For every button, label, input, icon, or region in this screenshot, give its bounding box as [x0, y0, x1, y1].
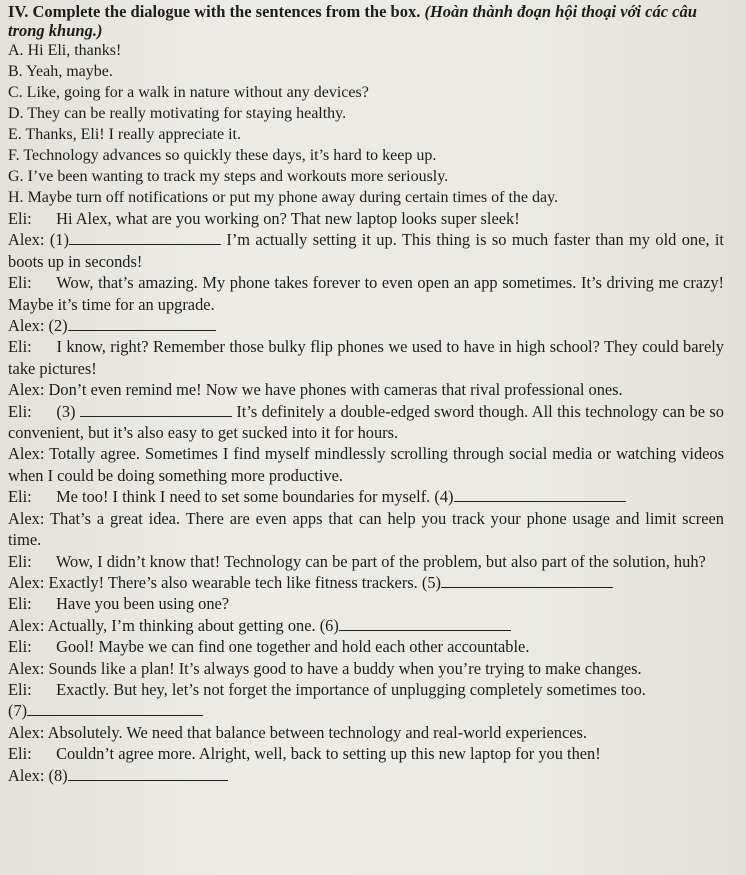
sentence-box: [8, 40, 724, 208]
dialogue-line: [8, 765, 724, 786]
speaker: Eli:: [8, 637, 32, 657]
dialogue-line: Eli: Gool! Maybe we can find one together and hold each other accountable.: [8, 637, 530, 657]
blank-number: (6): [319, 615, 339, 635]
dialogue-line: Alex: Totally agree. Sometimes I find myself mindlessly scrolling through social media or watching videos when I could be doing something more productive.: [8, 444, 724, 485]
answer-blank[interactable]: [68, 766, 228, 781]
dialogue-line: Eli: Couldn’t agree more. Alright, well, back to setting up this new laptop for you then!: [8, 744, 601, 764]
speaker: Alex:: [8, 316, 45, 336]
answer-blank[interactable]: [454, 487, 626, 502]
speaker: Eli:: [8, 594, 32, 614]
speaker: Alex:: [8, 230, 45, 250]
speaker: Eli:: [8, 744, 32, 764]
dialogue: [8, 208, 724, 786]
dialogue-line: Eli: Hi Alex, what are you working on? That new laptop looks super sleek!: [8, 209, 520, 228]
dialogue-line: Eli: Me too! I think I need to set some boundaries for myself. (4): [8, 486, 724, 507]
blank-number: (2): [48, 316, 68, 336]
dialogue-line: [8, 700, 724, 721]
dialogue-line: Alex: Absolutely. We need that balance between technology and real-world experiences.: [8, 722, 587, 742]
exercise-instruction-vietnamese: (Hoàn thành đoạn hội thoại với các câu trong khung.): [8, 2, 697, 40]
dialogue-line: Eli: Have you been using one?: [8, 594, 230, 614]
dialogue-line: Alex: Sounds like a plan! It’s always good to have a buddy when you’re trying to make changes.: [8, 658, 642, 678]
option-item: H. Maybe turn off notifications or put my phone away during certain times of the day.: [8, 189, 559, 206]
dialogue-line: Eli: I know, right? Remember those bulky flip phones we used to have in high school? They could barely take pictures!: [8, 337, 724, 378]
speaker: Alex:: [8, 615, 45, 635]
blank-number: (7): [8, 701, 28, 721]
option-item: B. Yeah, maybe.: [8, 63, 113, 80]
speaker: Alex:: [8, 722, 45, 742]
option-item: A. Hi Eli, thanks!: [8, 42, 122, 59]
dialogue-line: Alex: Don’t even remind me! Now we have phones with cameras that rival professional ones.: [8, 380, 623, 400]
blank-number: (5): [421, 572, 442, 592]
speaker: Alex:: [8, 380, 45, 400]
blank-number: (1): [49, 230, 69, 250]
answer-blank[interactable]: [339, 616, 511, 631]
speaker: Alex:: [8, 508, 45, 528]
answer-blank[interactable]: [441, 573, 613, 588]
exercise-instruction: Complete the dialogue with the sentences from the box.: [32, 2, 421, 21]
option-item: D. They can be really motivating for staying healthy.: [8, 105, 347, 122]
exercise-number: IV.: [8, 2, 29, 21]
dialogue-line: Alex: Exactly! There’s also wearable tech like fitness trackers. (5): [8, 572, 724, 593]
dialogue-line: Alex: That’s a great idea. There are even apps that can help you track your phone usage and limit screen time.: [8, 508, 724, 550]
option-item: F. Technology advances so quickly these days, it’s hard to keep up.: [8, 147, 437, 164]
speaker: Alex:: [8, 658, 45, 678]
dialogue-line: Alex: Actually, I’m thinking about getting one. (6): [8, 615, 724, 636]
dialogue-line: Eli: (3) It’s definitely a double-edged sword though. All this technology can be so convenient, but it’s also easy to get sucked into it for hours.: [8, 401, 724, 443]
speaker: Eli:: [8, 401, 32, 421]
option-item: G. I’ve been wanting to track my steps and workouts more seriously.: [8, 168, 449, 185]
answer-blank[interactable]: [69, 230, 221, 245]
speaker: Eli:: [8, 487, 32, 507]
dialogue-line: Eli: Wow, that’s amazing. My phone takes forever to even open an app sometimes. It’s driving me crazy! Maybe it’s time for an upgrade.: [8, 273, 724, 314]
exercise-title: [8, 2, 724, 40]
blank-number: (8): [48, 765, 68, 785]
blank-number: (4): [434, 487, 454, 507]
option-item: E. Thanks, Eli! I really appreciate it.: [8, 126, 241, 143]
answer-blank[interactable]: [68, 316, 216, 331]
dialogue-line: Alex: (1) I’m actually setting it up. This thing is so much faster than my old one, it boots up in seconds!: [8, 230, 724, 271]
speaker: Eli:: [8, 273, 32, 293]
speaker: Eli:: [8, 209, 32, 228]
dialogue-line: Eli: Exactly. But hey, let’s not forget the importance of unplugging completely sometimes too.: [8, 679, 646, 699]
speaker: Alex:: [8, 765, 45, 785]
speaker: Eli:: [8, 679, 32, 699]
dialogue-line: [8, 315, 724, 336]
speaker: Alex:: [8, 572, 45, 592]
answer-blank[interactable]: [80, 402, 232, 417]
option-item: C. Like, going for a walk in nature without any devices?: [8, 84, 369, 101]
speaker: Eli:: [8, 337, 32, 357]
speaker: Alex:: [8, 444, 45, 464]
speaker: Eli:: [8, 551, 32, 571]
answer-blank[interactable]: [27, 701, 203, 716]
blank-number: (3): [56, 401, 76, 421]
dialogue-line: Eli: Wow, I didn’t know that! Technology can be part of the problem, but also part of the solution, huh?: [8, 551, 706, 571]
